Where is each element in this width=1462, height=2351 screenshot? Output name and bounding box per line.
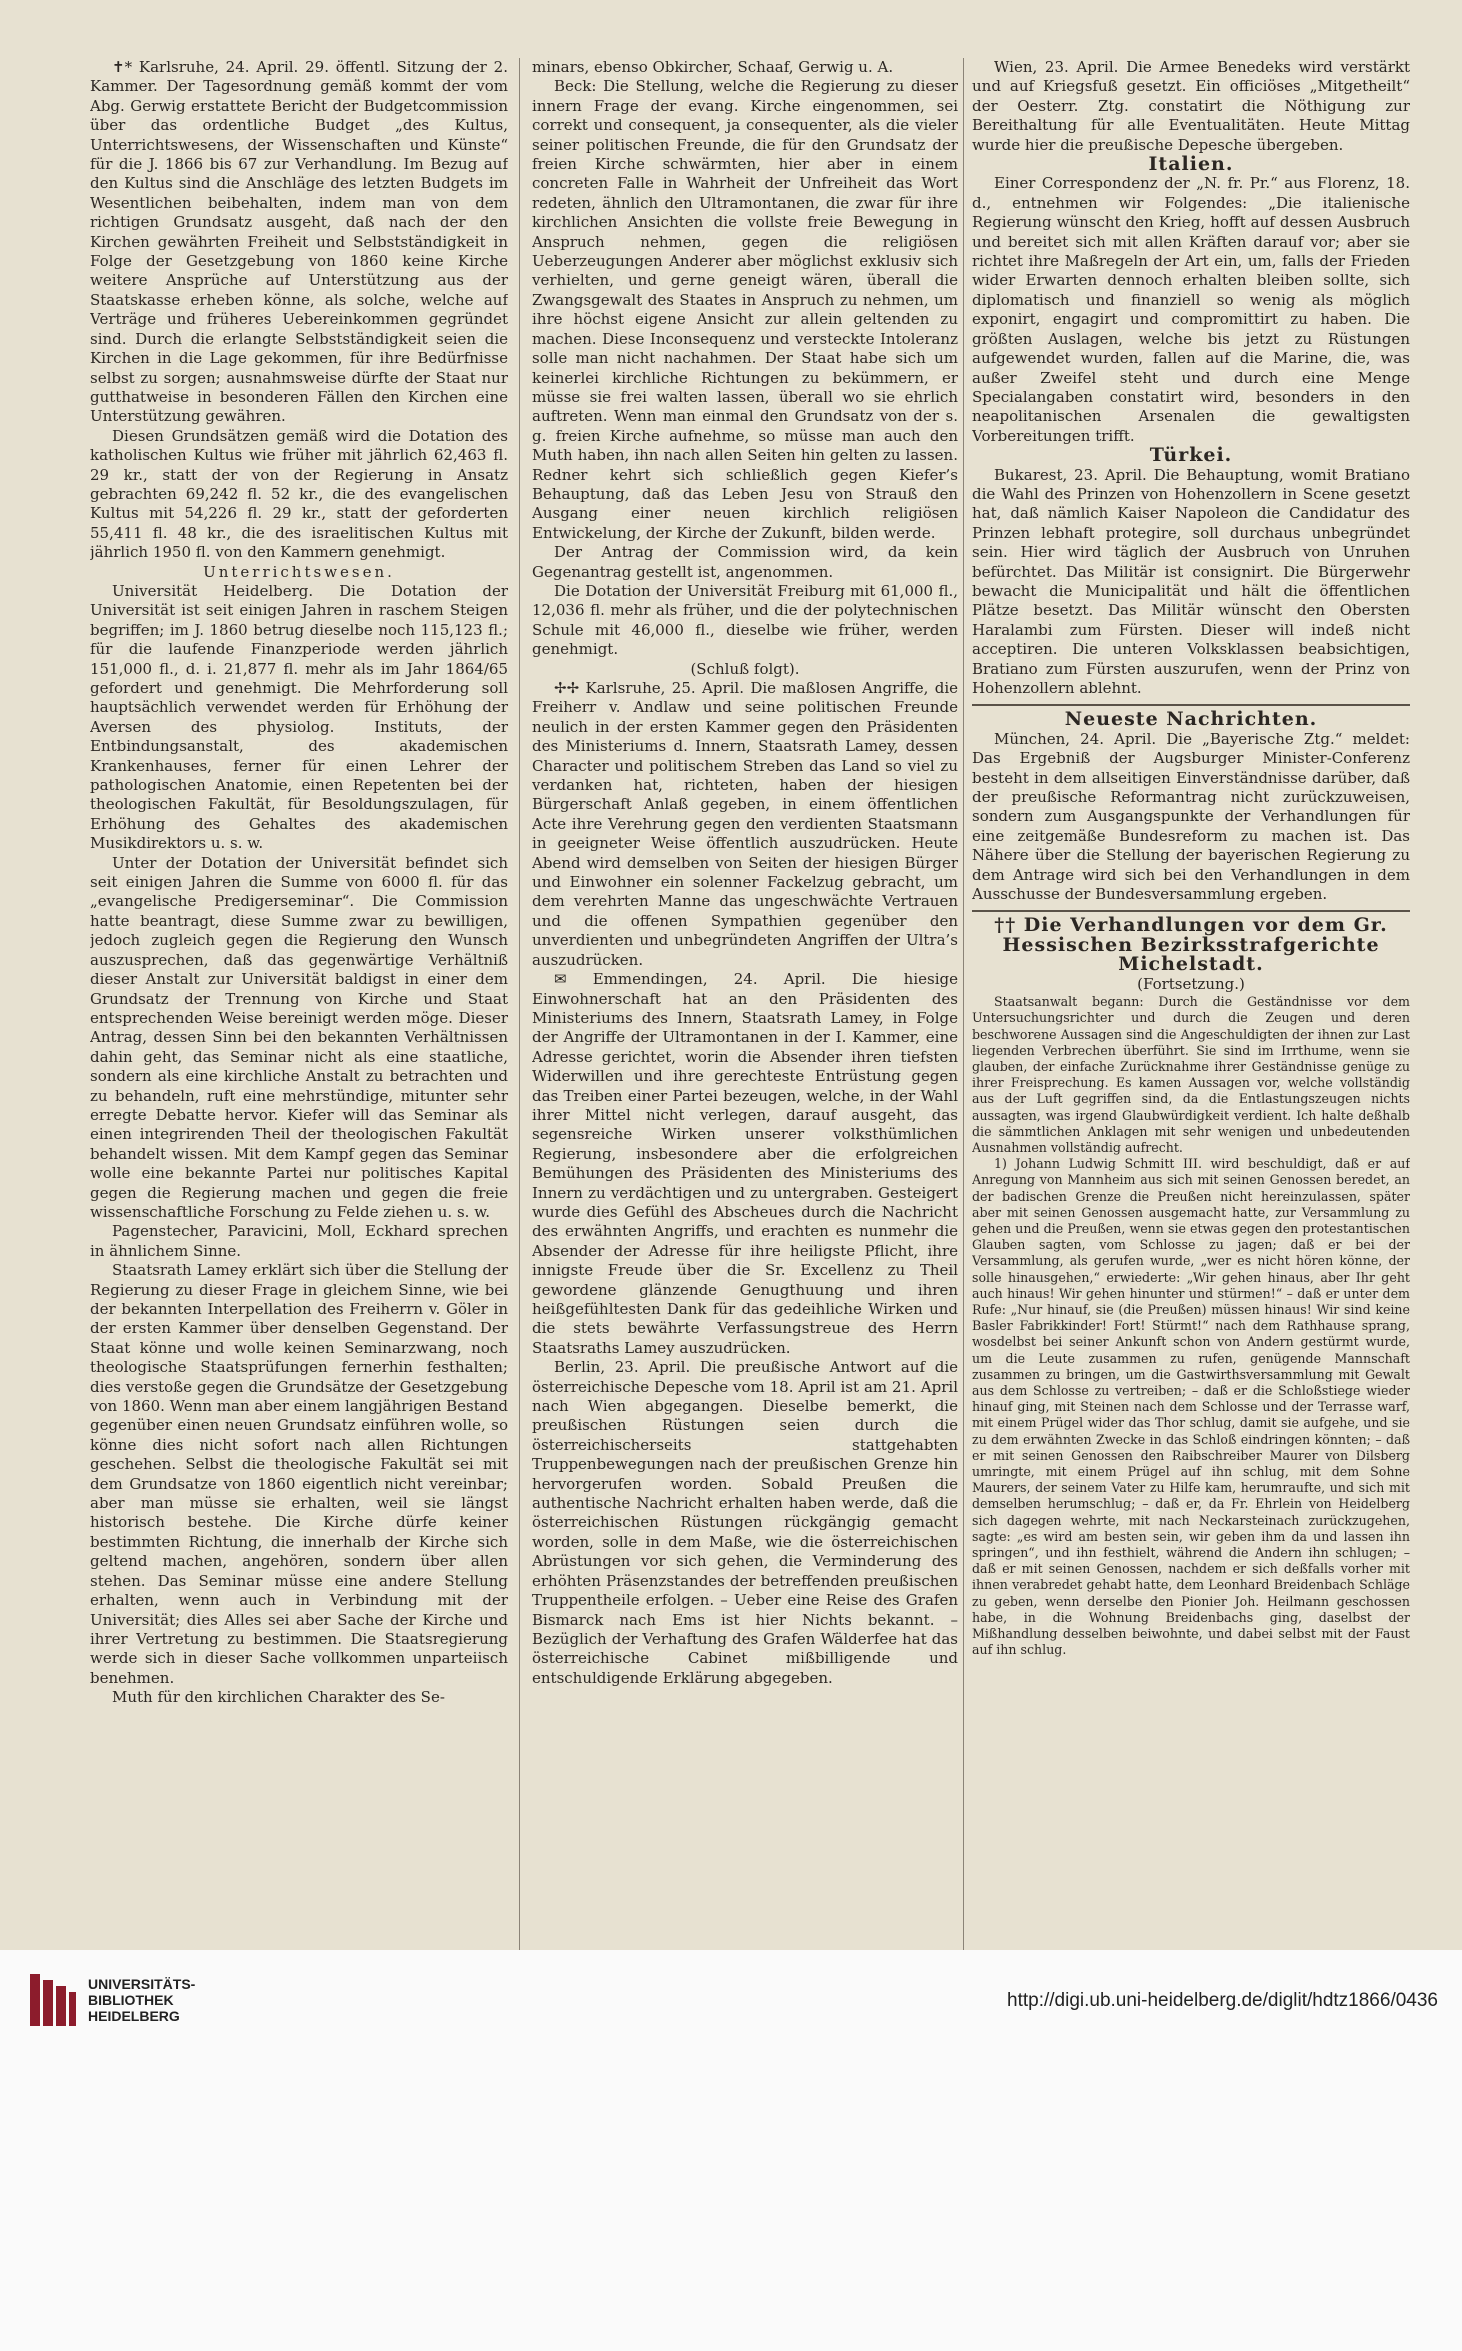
article-paragraph: Diesen Grundsätzen gemäß wird die Dotation des katholischen Kultus wie früher mit jährlich 62,463 fl. 29 kr., statt der von der Regierung in Ansatz gebrachten 69,242 fl. 52 kr., die des evangelischen Kultus mit 54,226 fl. 29 kr., statt der geforderten 55,411 fl. 48 kr., die des israelitischen Kultus mit jährlich 1950 fl. von den Kammern genehmigt. xyxy=(90,426,508,562)
article-paragraph: Berlin, 23. April. Die preußische Antwort auf die österreichische Depesche vom 18. April ist am 21. April nach Wien abgegangen. Dieselbe bemerkt, die preußischen Rüstungen seien durch die österreichischerseits stattgehabten Truppenbewegungen nach der preußischen Grenze hin hervorgerufen worden. Sobald Preußen die authentische Nachricht erhalten haben werde, daß die österreichischen Rüstungen rückgängig gemacht worden, solle in dem Maße, wie die österreichischen Abrüstungen vor sich gehen, die Verminderung des erhöhten Präsenzstandes der betreffenden preußischen Truppentheile erfolgen. – Ueber eine Reise des Grafen Bismarck nach Ems ist hier Nichts bekannt. – Bezüglich der Verhaftung des Grafen Wälderfee hat das österreichische Cabinet mißbilligende und entschuldigende Erklärung abgegeben. xyxy=(532,1358,958,1687)
article-paragraph: ✝* Karlsruhe, 24. April. 29. öffentl. Sitzung der 2. Kammer. Der Tagesordnung gemäß kommt der vom Abg. Gerwig erstattete Bericht der Budgetcommission über das ordentliche Budget „des Kultus, Unterrichtswesens, der Wissenschaften und Künste“ für die J. 1866 bis 67 zur Verhandlung. Im Bezug auf den Kultus sind die Anschläge des letzten Budgets im Wesentlichen beibehalten, indem man von dem richtigen Grundsatz ausgeht, daß nach der den Kirchen gewährten Freiheit und Selbstständigkeit in Folge der Gesetzgebung von 1860 keine Kirche weitere Ansprüche auf Unterstützung aus der Staatskasse erheben könne, als solche, welche auf Verträge und früheres Uebereinkommen gegründet sind. Durch die erlangte Selbstständigkeit seien die Kirchen in die Lage gekommen, für ihre Bedürfnisse selbst zu sorgen; ausnahmsweise dürfte der Staat nur gutthatweise in besonderen Fällen den Kirchen eine Unterstützung gewähren. xyxy=(90,58,508,426)
article-paragraph: Beck: Die Stellung, welche die Regierung zu dieser innern Frage der evang. Kirche eingenommen, sei correkt und consequent, ja consequenter, als die vieler seiner politischen Freunde, die für den Grundsatz der freien Kirche schwärmten, hier aber in einem concreten Falle in Wahrheit der Unfreiheit das Wort redeten, ähnlich den Ultramontanen, die zwar für ihre kirchlichen Ansichten die vollste freie Bewegung in Anspruch nehmen, gegen die religiösen Ueberzeugungen Anderer aber möglichst exklusiv sich verhielten, und gerne geneigt wären, überall die Zwangsgewalt des Staates in Anspruch zu nehmen, um ihre höchst eigene Ansicht zur allein geltenden zu machen. Diese Inconsequenz und versteckte Intoleranz solle man nicht nachahmen. Der Staat habe sich um keinerlei kirchliche Richtungen zu bekümmern, er müsse sie frei walten lassen, überall wo sie ehrlich auftreten. Wenn man einmal den Grundsatz von der s. g. freien Kirche aufnehme, so müsse man auch den Muth haben, ihn nach allen Seiten hin gelten zu lassen. Redner kehrt sich schließlich gegen Kiefer’s Behauptung, daß das Leben Jesu von Strauß den Ausgang einer neuen kirchlich religiösen Entwickelung, der Kirche der Zukunft, bilden werde. xyxy=(532,77,958,542)
article-paragraph: Universität Heidelberg. Die Dotation der Universität ist seit einigen Jahren in raschem Steigen begriffen; im J. 1860 betrug dieselbe noch 115,123 fl.; für die laufende Finanzperiode werden jährlich 151,000 fl., d. i. 21,877 fl. mehr als im Jahr 1864/65 gefordert und genehmigt. Die Mehrforderung soll hauptsächlich verwendet werden für Erhöhung der Aversen des physiolog. Instituts, der Entbindungsanstalt, des akademischen Krankenhauses, ferner für einen Lehrer der pathologischen Anatomie, einen Repetenten bei der theologischen Fakultät, für Besoldungszulagen, für Erhöhung des Gehaltes des akademischen Musikdirektors u. s. w. xyxy=(90,581,508,853)
article-paragraph: (Fortsetzung.) xyxy=(1137,974,1245,993)
library-name xyxy=(88,1976,195,2024)
section-rule xyxy=(972,910,1410,912)
article-paragraph: Türkei. xyxy=(1149,444,1233,467)
footer-bar xyxy=(0,1950,1462,2351)
column-middle xyxy=(532,58,958,1950)
article-paragraph: 1) Johann Ludwig Schmitt III. wird beschuldigt, daß er auf Anregung von Mannheim aus sich mit seinen Genossen beredet, an der badischen Grenze die Preußen nicht hereinzulassen, später aber mit seinen Genossen ausgemacht hatte, zur Versammlung zu gehen und die Preußen, wenn sie etwas gegen den protestantischen Glauben sagten, vom Schlosse zu jagen; daß er bei der Versammlung, als gerufen wurde, „wer es nicht hören könne, der solle hinausgehen,“ erwiederte: „Wir gehen hinaus, aber Ihr geht auch hinaus! Wir gehen hinunter und stürmen!“ – daß er unter dem Rufe: „Nur hinauf, sie (die Preußen) müssen hinaus! Wir sind keine Basler Fabrikkinder! Fort! Stürmt!“ nach dem Rathhause sprang, wosdelbst bei seiner Ankunft schon von Andern gestürmt wurde, um die Leute zusammen zu rufen, genügende Mannschaft zusammen zu bringen, um die Gastwirthsversammlung mit Gewalt aus dem Schlosse zu vertreiben; – daß er die Schloßstiege wieder hinauf ging, mit Steinen nach dem Schlosse und der Terrasse warf, mit einem Prügel wider das Thor schlug, damit sie aufgehe, und sie zu dem erwähnten Zwecke in das Schloß eindringen könnten; – daß er mit seinen Genossen den Raibschreiber Maurer von Dilsberg umringte, mit einem Prügel auf ihn schlug, mit dem Sohne Maurers, der seinem Vater zu Hilfe kam, herumraufte, und sich mit demselben herumschlug; – daß er, da Fr. Ehrlein von Heidelberg sich dagegen wehrte, mit nach Neckarsteinach zurückzugehen, sagte: „es wird am besten sein, wir geben ihm da und lassen ihn springen“, und ihn festhielt, während die Andern ihn schlugen; – daß er mit seinen Genossen, nachdem er sich deßfalls vorher mit ihnen verabredet gehabt hatte, dem Leonhard Breidenbach Schläge zu geben, wenn derselbe den Pionier Joh. Heilmann geschossen habe, in die Wohnung Breidenbachs ging, daselbst der Mißhandlung desselben beiwohnte, und dabei selbst mit der Faust auf ihn schlug. xyxy=(972,1156,1410,1658)
article-paragraph: Wien, 23. April. Die Armee Benedeks wird verstärkt und auf Kriegsfuß gesetzt. Ein officiöses „Mitgetheilt“ der Oesterr. Ztg. constatirt die Nöthigung zur Bereithaltung für alle Eventualitäten. Heute Mittag wurde hier die preußische Depesche übergeben. xyxy=(972,58,1410,154)
article-paragraph: (Schluß folgt). xyxy=(690,659,800,678)
column-right xyxy=(972,58,1410,1950)
article-paragraph: Muth für den kirchlichen Charakter des Se- xyxy=(112,1688,445,1707)
section-rule xyxy=(972,704,1410,706)
article-paragraph: ✢✢ Karlsruhe, 25. April. Die maßlosen Angriffe, die Freiherr v. Andlaw und seine politischen Freunde neulich in der ersten Kammer gegen den Präsidenten des Ministeriums d. Innern, Staatsrath Lamey, dessen Character und politischem Streben das Land so viel zu verdanken hat, richteten, haben der hiesigen Bürgerschaft Anlaß gegeben, in einem öffentlichen Acte ihre Verehrung gegen den verdienten Staatsmann in geeigneter Weise öffentlich auszudrücken. Heute Abend wird demselben von Seiten der hiesigen Bürger und Einwohner ein solenner Fackelzug gebracht, um dem verehrten Manne das ungeschwächte Vertrauen und die offenen Sympathien gegenüber den unverdienten und unbegründeten Angriffen der Ultra’s auszudrücken. xyxy=(532,679,958,969)
article-paragraph: Die Dotation der Universität Freiburg mit 61,000 fl., 12,036 fl. mehr als früher, und die der polytechnischen Schule mit 46,000 fl., dieselbe wie früher, werden genehmigt. xyxy=(532,581,958,659)
article-paragraph: Pagenstecher, Paravicini, Moll, Eckhard sprechen in ähnlichem Sinne. xyxy=(90,1222,508,1260)
article-paragraph: Der Antrag der Commission wird, da kein Gegenantrag gestellt ist, angenommen. xyxy=(532,543,958,581)
article-paragraph: Neueste Nachrichten. xyxy=(1064,708,1318,731)
library-logo-icon xyxy=(28,1970,78,2030)
article-paragraph: Italien. xyxy=(1148,153,1234,176)
library-name-line: BIBLIOTHEK xyxy=(88,1992,174,2008)
library-name-line: UNIVERSITÄTS- xyxy=(88,1976,196,1992)
column-left xyxy=(90,58,508,1950)
article-paragraph: Bukarest, 23. April. Die Behauptung, womit Bratiano die Wahl des Prinzen von Hohenzollern in Scene gesetzt hat, daß nämlich Kaiser Napoleon die Candidatur des Prinzen lebhaft protegire, soll durchaus unbegründet sein. Hier wird täglich der Ausbruch von Unruhen befürchtet. Das Militär ist consignirt. Die Bürgerwehr bewacht die Municipalität und hält die öffentlichen Plätze besetzt. Das Militär wünscht den Obersten Haralambi zum Fürsten. Dieser will indeß nicht acceptiren. Die unteren Volksklassen beabsichtigen, Bratiano zum Fürsten auszurufen, wenn der Prinz von Hohenzollern ablehnt. xyxy=(972,465,1410,697)
column-divider xyxy=(519,58,520,1950)
column-divider xyxy=(963,58,964,1950)
permalink[interactable]: http://digi.ub.uni-heidelberg.de/diglit/hdtz1866/0436 xyxy=(1007,1990,1438,2011)
article-paragraph: †† Die Verhandlungen vor dem Gr. Hessischen Bezirksstrafgerichte Michelstadt. xyxy=(994,914,1388,976)
article-paragraph: ✉ Emmendingen, 24. April. Die hiesige Einwohnerschaft hat an den Präsidenten des Ministeriums des Innern, Staatsrath Lamey, in Folge der Angriffe der Ultramontanen in der I. Kammer, eine Adresse gerichtet, worin die Absender ihren tiefsten Widerwillen und ihre gerechteste Entrüstung gegen das Treiben einer Partei bezeugen, welche, in der Wahl ihrer Mittel nicht verlegen, darauf ausgeht, das segensreiche Wirken unserer volksthümlichen Regierung, insbesondere aber die erfolgreichen Bemühungen des Präsidenten des Ministeriums des Innern zu verdächtigen und zu untergraben. Gesteigert wurde dies Gefühl des Abscheues durch die Nachricht des erwähnten Angriffs, und erachten es nunmehr die Absender der Adresse für ihre heiligste Pflicht, ihre innigste Freude über die Sr. Excellenz zu Theil gewordene glänzende Genugthuung und ihren heißgefühltesten Dank für das gedeihliche Wirken und die stets bewährte Verfassungstreue des Herrn Staatsraths Lamey auszudrücken. xyxy=(532,970,958,1357)
article-paragraph: Einer Correspondenz der „N. fr. Pr.“ aus Florenz, 18. d., entnehmen wir Folgendes: „Die italienische Regierung wünscht den Krieg, hofft auf dessen Ausbruch und bereitet sich mit allen Kräften darauf vor; aber sie richtet ihre Maßregeln der Art ein, um, falls der Frieden wider Erwarten dennoch erhalten bleiben sollte, sich diplomatisch und finanziell so wenig als möglich exponirt, engagirt und compromittirt zu haben. Die größten Auslagen, welche bis jetzt zu Rüstungen aufgewendet wurden, fallen auf die Marine, die, was außer Zweifel steht und durch eine Menge Specialangaben constatirt wird, besonders in den neapolitanischen Arsenalen die gewaltigsten Vorbereitungen trifft. xyxy=(972,174,1410,445)
article-paragraph: Unterrichtswesen. xyxy=(203,562,395,581)
article-paragraph: Staatsanwalt begann: Durch die Geständnisse vor dem Untersuchungsrichter und durch die Zeugen und deren beschworene Aussagen sind die Angeschuldigten der ihnen zur Last liegenden Verbrechen überführt. Sie sind im Irrthume, wenn sie glauben, der einfache Zurücknahme ihrer Geständnisse genüge zu ihrer Freisprechung. Es kamen Aussagen vor, welche vollständig aus der Luft gegriffen sind, da die Entlastungszeugen nichts aussagten, was irgend Glaubwürdigkeit verdient. Ich halte deßhalb die sämmtlichen Anklagen mit sehr wenigen und unbedeutenden Ausnahmen vollständig aufrecht. xyxy=(972,994,1410,1155)
article-paragraph: München, 24. April. Die „Bayerische Ztg.“ meldet: Das Ergebniß der Augsburger Minister-Conferenz besteht in dem allseitigen Einverständnisse darüber, daß der preußische Reformantrag nicht zurückzuweisen, sondern zum Ausgangspunkte der Verhandlungen für eine zeitgemäße Bundesreform zu machen ist. Das Nähere über die Stellung der bayerischen Regierung zu dem Antrage wird sich bei den Verhandlungen in dem Ausschusse der Bundesversammlung ergeben. xyxy=(972,729,1410,904)
article-paragraph: minars, ebenso Obkircher, Schaaf, Gerwig u. A. xyxy=(532,58,894,76)
library-name-line: HEIDELBERG xyxy=(88,2008,180,2024)
article-paragraph: Unter der Dotation der Universität befindet sich seit einigen Jahren die Summe von 6000 fl. für das „evangelische Predigerseminar“. Die Commission hatte beantragt, diese Summe zwar zu bewilligen, jedoch zugleich gegen die Regierung den Wunsch auszusprechen, daß das gegenwärtige Verhältniß dieser Anstalt zur Universität baldigst in einer dem Grundsatz der Trennung von Kirche und Staat entsprechenden Weise bereinigt werden möge. Dieser Antrag, dessen Sinn bei den bekannten Verhältnissen dahin geht, das Seminar nicht als eine staatliche, sondern als eine kirchliche Anstalt zu betrachten und zu behandeln, ruft eine mehrstündige, mitunter sehr erregte Debatte hervor. Kiefer will das Seminar als einen integrirenden Theil der theologischen Fakultät behandelt wissen. Mit dem Kampf gegen das Seminar wolle eine bekannte Partei nur politisches Kapital gegen die Regierung machen und gegen die freie wissenschaftliche Forschung zu Felde ziehen u. s. w. xyxy=(90,853,508,1221)
article-paragraph: Staatsrath Lamey erklärt sich über die Stellung der Regierung zu dieser Frage in gleichem Sinne, wie bei der bekannten Interpellation des Freiherrn v. Göler in der ersten Kammer über denselben Gegenstand. Der Staat könne und wolle keinen Seminarzwang, noch theologische Staatsprüfungen fernerhin festhalten; dies verstoße gegen die Grundsätze der Gesetzgebung von 1860. Wenn man aber einem langjährigen Bestand gegenüber einen neuen Grundsatz einführen wolle, so könne dies nicht sofort nach allen Richtungen geschehen. Selbst die theologische Fakultät sei mit dem Grundsatze von 1860 eigentlich nicht vereinbar; aber man müsse sie erhalten, weil sie längst historisch bestehe. Die Kirche dürfe keiner bestimmten Richtung, die innerhalb der Kirche sich geltend machen, angehören, sondern über allen stehen. Das Seminar müsse eine andere Stellung erhalten, wenn auch in Verbindung mit der Universität; dies Alles sei aber Sache der Kirche und ihrer Vertretung zu bestimmen. Die Staatsregierung werde sich in dieser Sache vollkommen unparteiisch benehmen. xyxy=(90,1261,508,1687)
